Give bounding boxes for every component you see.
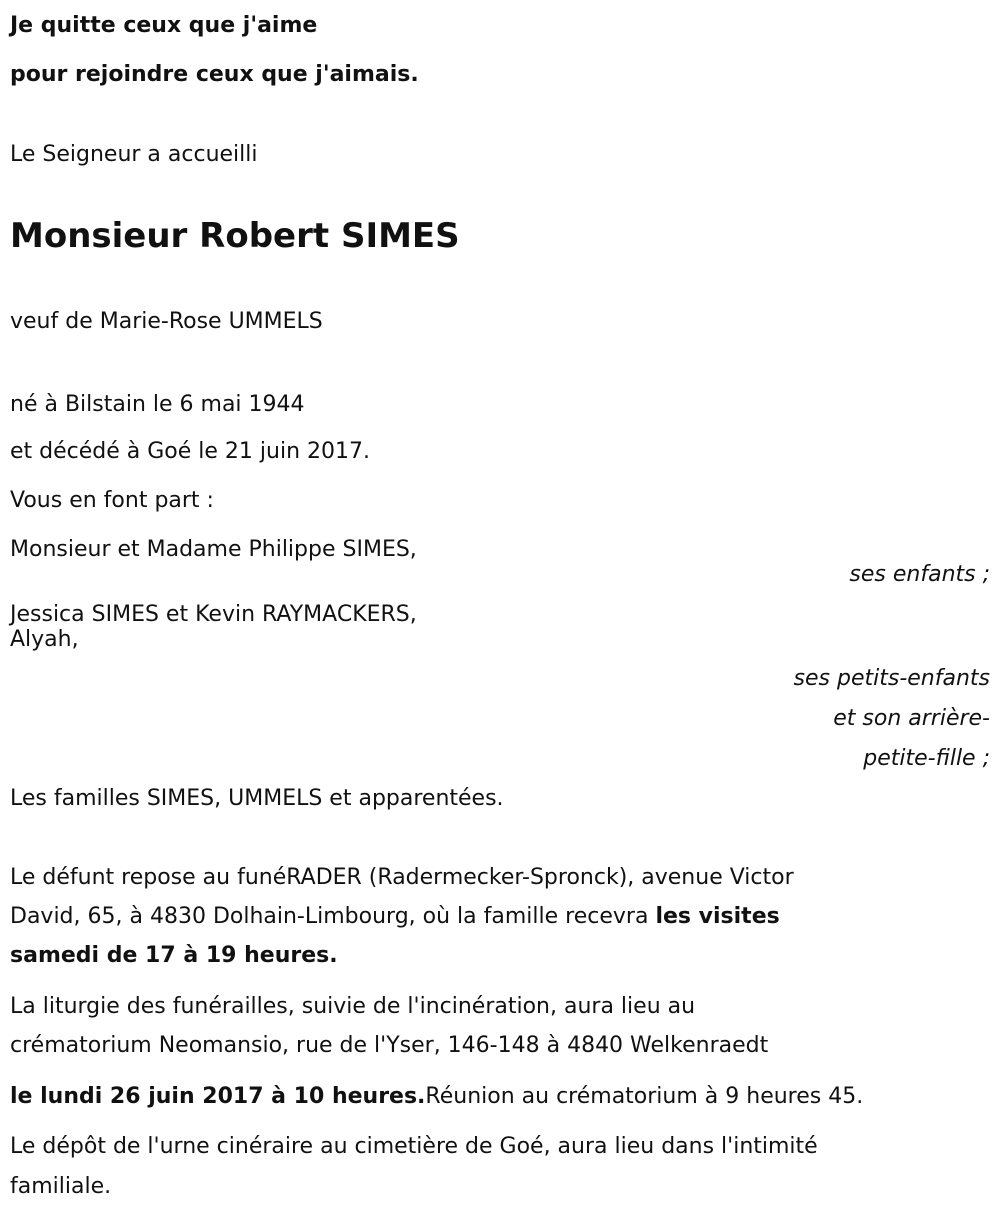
grandchildren-role-1: ses petits-enfants: [793, 666, 990, 691]
liturgy-meeting-text: Réunion au crématorium à 9 heures 45.: [425, 1084, 864, 1109]
quote-line-2: pour rejoindre ceux que j'aimais.: [10, 62, 419, 87]
visit-line-2-bold: les visites: [655, 904, 780, 929]
intro-text: Le Seigneur a accueilli: [10, 142, 258, 167]
urn-line-1: Le dépôt de l'urne cinéraire au cimetière de Goé, aura lieu dans l'intimité: [10, 1134, 818, 1159]
liturgy-line-3: [10, 1083, 863, 1111]
visit-line-1: Le défunt repose au funéRADER (Radermecker-Spronck), avenue Victor: [10, 865, 794, 890]
grandchildren-role-3: petite-fille ;: [863, 746, 990, 771]
deceased-name: Monsieur Robert SIMES: [10, 216, 460, 256]
urn-line-2: familiale.: [10, 1174, 112, 1199]
death-text: et décédé à Goé le 21 juin 2017.: [10, 439, 371, 464]
visit-line-2-text: David, 65, à 4830 Dolhain-Limbourg, où la famille recevra: [10, 904, 656, 929]
families-text: Les familles SIMES, UMMELS et apparentées.: [10, 786, 504, 811]
liturgy-line-1: La liturgie des funérailles, suivie de l'incinération, aura lieu au: [10, 994, 696, 1019]
announce-text: Vous en font part :: [10, 488, 214, 513]
great-grandchild-name: Alyah,: [10, 627, 79, 652]
liturgy-date-bold: le lundi 26 juin 2017 à 10 heures.: [10, 1084, 426, 1109]
liturgy-line-2: crématorium Neomansio, rue de l'Yser, 146-148 à 4840 Welkenraedt: [10, 1033, 769, 1058]
children-role: ses enfants ;: [849, 562, 990, 587]
children-names: Monsieur et Madame Philippe SIMES,: [10, 537, 417, 562]
visit-line-2: [10, 903, 780, 931]
quote-line-1: Je quitte ceux que j'aime: [10, 13, 318, 38]
grandchildren-names: Jessica SIMES et Kevin RAYMACKERS,: [10, 602, 417, 627]
visit-line-3: samedi de 17 à 19 heures.: [10, 943, 338, 968]
widow-text: veuf de Marie-Rose UMMELS: [10, 309, 323, 334]
birth-text: né à Bilstain le 6 mai 1944: [10, 392, 305, 417]
grandchildren-role-2: et son arrière-: [833, 706, 990, 731]
